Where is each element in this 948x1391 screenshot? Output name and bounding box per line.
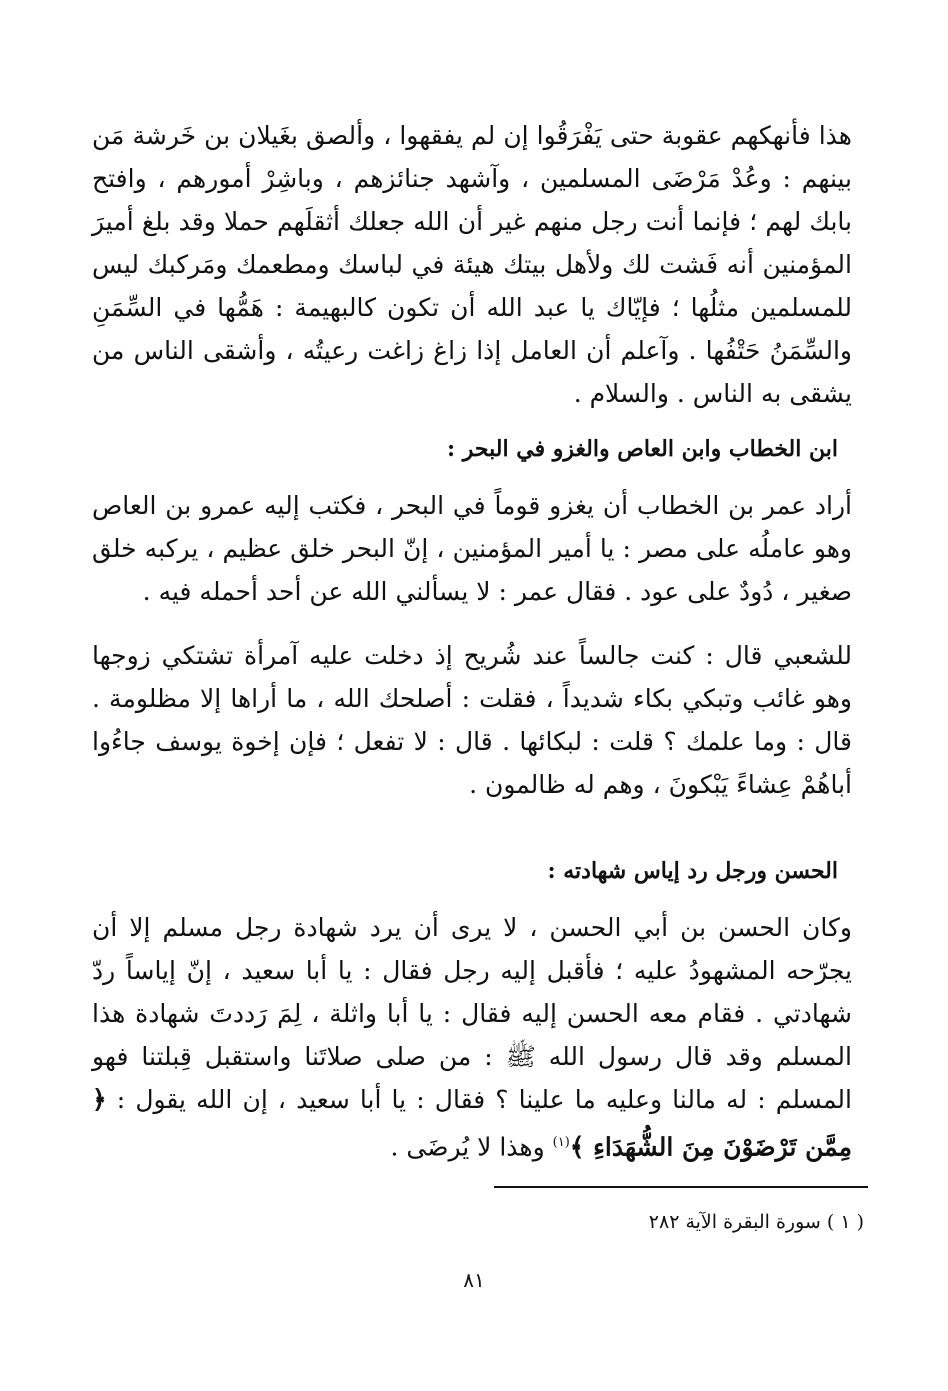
section-heading-hasan-testimony: الحسن ورجل رد إياس شهادته : [547, 858, 838, 884]
quran-quote: ﴿ مِمَّن تَرْضَوْنَ مِنَ الشُّهَدَاءِ ﴾ [92, 1085, 852, 1162]
footnote-text: ( ١ ) سورة البقرة الآية ٢٨٢ [648, 1211, 864, 1233]
paragraph-amr-letter: أراد عمر بن الخطاب أن يغزو قوماً في البحر ، فكتب إليه عمرو بن العاص وهو عاملُه على مصر : يا أمير المؤمنين ، إنّ البحر خلق عظيم ، يركبه خلق صغير ، دُودٌ على عود . فقال عمر : لا يسألني الله عن أحد أحمله فيه . [92, 491, 852, 606]
paragraph-hasan-ending: وهذا لا يُرضَى . [390, 1132, 545, 1162]
paragraph-shabi-story: للشعبي قال : كنت جالساً عند شُريح إذ دخلت عليه آمرأة تشتكي زوجها وهو غائب وتبكي بكاء شديداً ، فقلت : أصلحك الله ، ما أراها إلا مظلومة . قال : وما علمك ؟ قلت : لبكائها . قال : لا تفعل ؛ فإن إخوة يوسف جاءُوا أباهُمْ عِشاءً يَبْكونَ ، وهم له ظالمون . [92, 641, 852, 799]
footnote-marker: (١) [552, 1135, 570, 1150]
paragraph-hasan-story [92, 906, 852, 1168]
page-number: ٨١ [463, 1268, 485, 1292]
footnote-divider [494, 1186, 868, 1188]
paragraph-letter-ending: هذا فأنهكهم عقوبة حتى يَفْرَقُوا إن لم يفقهوا ، وألصق بغَيلان بن خَرشة مَن بينهم : وعُدْ مَرْضَى المسلمين ، وآشهد جنائزهم ، وباشِرْ أمورهم ، وافتح بابك لهم ؛ فإنما أنت رجل منهم غير أن الله جعلك أثقلَهم حملا وقد بلغ أميرَ المؤمنين أنه فَشت لك ولأهل بيتك هيئة في لباسك ومطعمك ومَركبك ليس للمسلمين مثلُها ؛ فإيّاك يا عبد الله أن تكون كالبهيمة : هَمُّها في السِّمَنِ والسِّمَنُ حَتْفُها . وآعلم أن العامل إذا زاغ زاغت رعيتُه ، وأشقى الناس من يشقى به الناس . والسلام . [92, 121, 852, 408]
paragraph-hasan-text: وكان الحسن بن أبي الحسن ، لا يرى أن يرد شهادة رجل مسلم إلا أن يجرّحه المشهودُ عليه ؛ فأقبل إليه رجل فقال : يا أبا سعيد ، إنّ إياساً ردّ شهادتي . فقام معه الحسن إليه فقال : يا أبا واثلة ، لِمَ رَددتَ شهادة هذا المسلم وقد قال رسول الله ﷺ : من صلى صلاتَنا واستقبل قِبلتنا فهو المسلم : له مالنا وعليه ما علينا ؟ فقال : يا أبا سعيد ، إن الله يقول : [92, 913, 852, 1114]
section-heading-sea-raid: ابن الخطاب وابن العاص والغزو في البحر : [447, 436, 838, 462]
